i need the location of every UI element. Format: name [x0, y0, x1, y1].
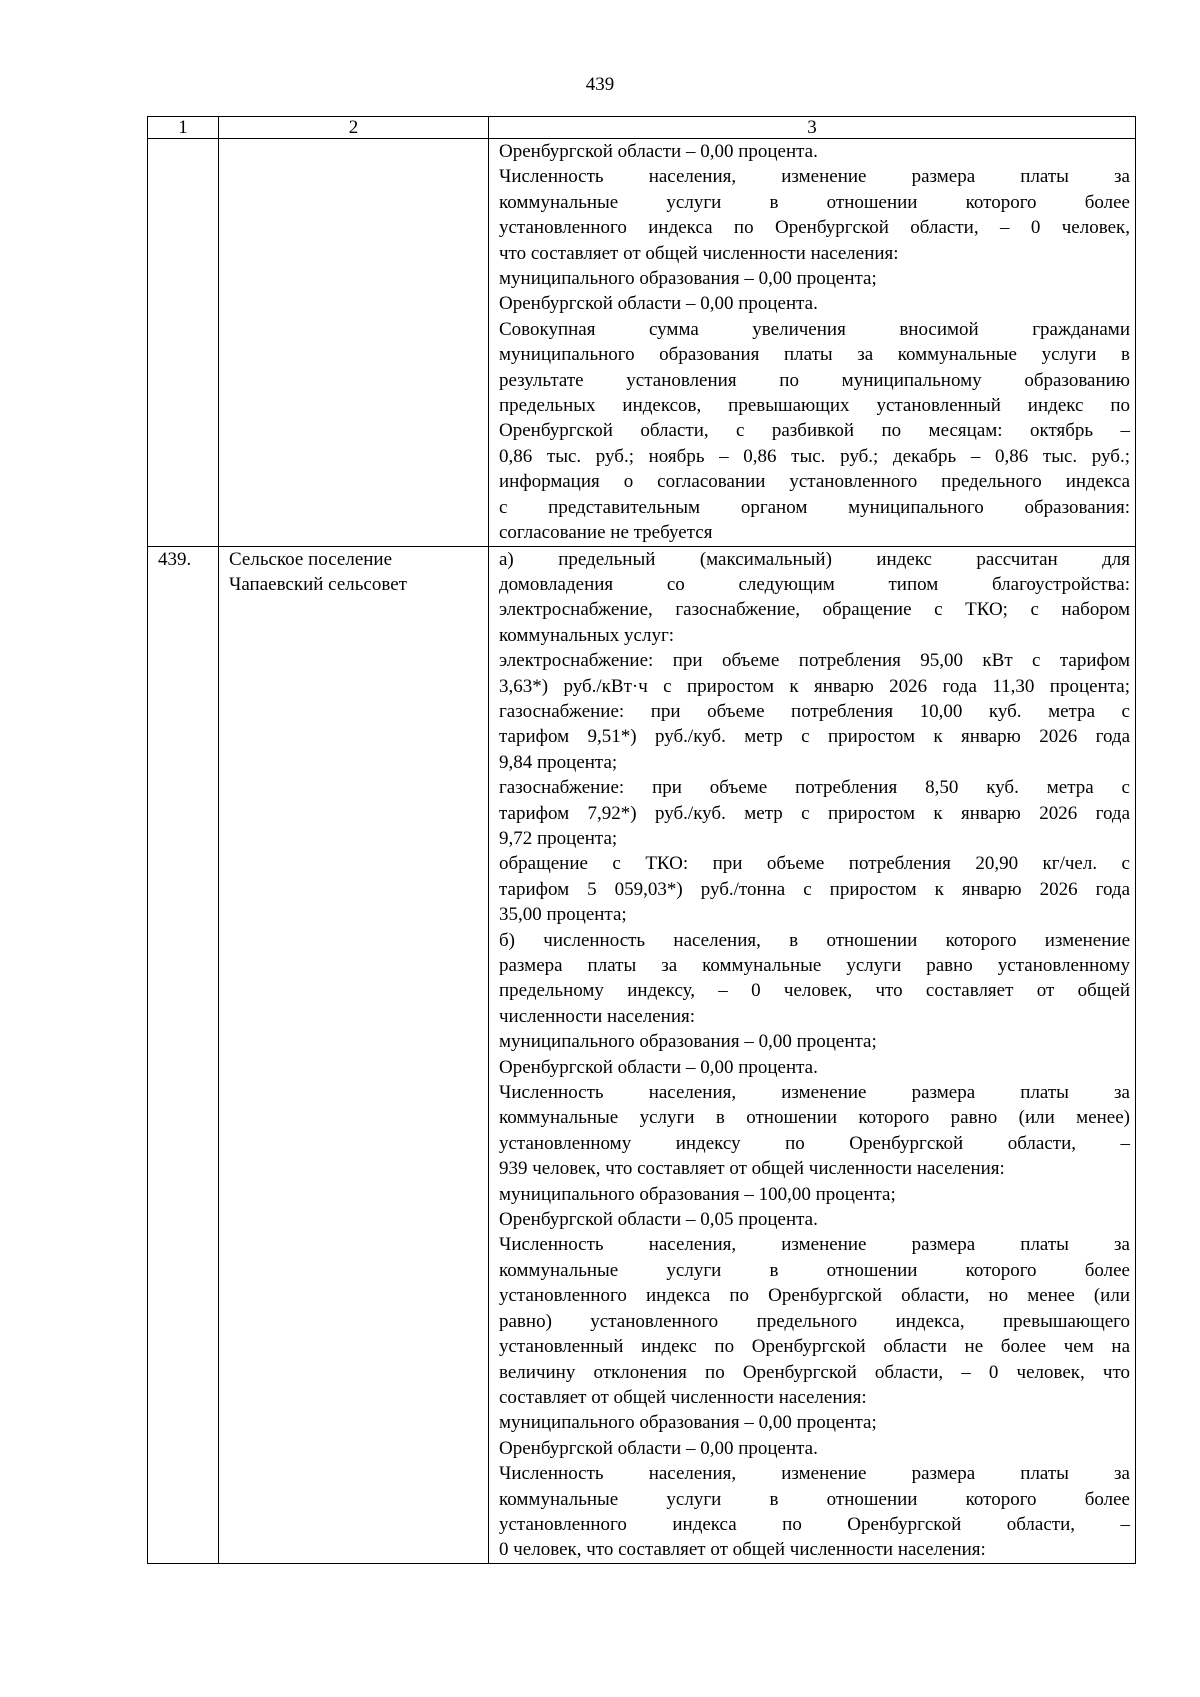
text-line: б) численность населения, в отношении которого изменение	[499, 929, 1130, 951]
text-line: согласование не требуется	[499, 522, 713, 544]
text-line: обращение с ТКО: при объеме потребления 20,90 кг/чел. с	[499, 853, 1130, 875]
row-number-cell: 439.	[148, 546, 219, 1563]
text-line: муниципального образования – 0,00 процента;	[499, 268, 877, 290]
table-header-row	[148, 117, 1136, 139]
text-line: муниципального образования платы за коммунальные услуги в	[499, 344, 1130, 366]
text-line: 0,86 тыс. руб.; ноябрь – 0,86 тыс. руб.; декабрь – 0,86 тыс. руб.;	[499, 445, 1130, 467]
text-line: предельному индексу, – 0 человек, что составляет от общей	[499, 980, 1130, 1002]
municipality-name-cell	[219, 139, 489, 547]
text-line: 9,72 процента;	[499, 827, 618, 849]
text-line: коммунальные услуги в отношении которого более	[499, 1259, 1130, 1281]
text-line: коммунальных услуг:	[499, 624, 675, 646]
text-line: предельных индексов, превышающих установленный индекс по	[499, 395, 1130, 417]
text-line: тарифом 5 059,03*) руб./тонна с приростом к январю 2026 года	[499, 878, 1130, 900]
text-line: с представительным органом муниципального образования:	[499, 496, 1130, 518]
text-line: а) предельный (максимальный) индекс рассчитан для	[499, 548, 1130, 570]
text-line: Совокупная сумма увеличения вносимой гражданами	[499, 318, 1130, 340]
text-line: коммунальные услуги в отношении которого более	[499, 1488, 1130, 1510]
municipality-name-line: Сельское поселение	[229, 548, 393, 570]
page-number: 439	[585, 74, 615, 95]
text-line: коммунальные услуги в отношении которого равно (или менее)	[499, 1107, 1130, 1129]
text-line: Численность населения, изменение размера платы за	[499, 1234, 1130, 1256]
text-line: установленный индекс по Оренбургской области не более чем на	[499, 1336, 1130, 1358]
text-line: результате установления по муниципальному образованию	[499, 369, 1130, 391]
text-line: размера платы за коммунальные услуги равно установленному	[499, 955, 1130, 976]
table-row-439	[148, 546, 1136, 1563]
text-line: газоснабжение: при объеме потребления 8,50 куб. метра с	[499, 777, 1130, 799]
text-line: Численность населения, изменение размера платы за	[499, 1082, 1130, 1104]
text-line: 939 человек, что составляет от общей численности населения:	[499, 1158, 1005, 1180]
column-header-2: 2	[219, 117, 489, 139]
text-line: 9,84 процента;	[499, 751, 618, 773]
text-line: электроснабжение: при объеме потребления 95,00 кВт с тарифом	[499, 650, 1130, 672]
column-header-1: 1	[148, 117, 219, 139]
row-number-cell	[148, 139, 219, 547]
text-line: 35,00 процента;	[499, 904, 627, 926]
text-line: электроснабжение, газоснабжение, обращение с ТКО; с набором	[499, 599, 1130, 621]
text-line: коммунальные услуги в отношении которого более	[499, 191, 1130, 213]
text-line: газоснабжение: при объеме потребления 10,00 куб. метра с	[499, 700, 1130, 722]
municipality-name-cell	[219, 546, 489, 1563]
text-line: Оренбургской области – 0,05 процента.	[499, 1209, 818, 1231]
text-line: численности населения:	[499, 1005, 696, 1027]
text-line: установленному индексу по Оренбургской области, –	[499, 1132, 1130, 1154]
text-line: Оренбургской области – 0,00 процента.	[499, 141, 818, 162]
index-table	[147, 116, 1136, 1564]
text-line: домовладения со следующим типом благоустройства:	[499, 573, 1130, 595]
index-description-cell	[489, 546, 1136, 1563]
text-line: установленного индекса по Оренбургской области, –	[499, 1513, 1130, 1535]
text-line: составляет от общей численности населения:	[499, 1386, 867, 1408]
text-line: муниципального образования – 0,00 процента;	[499, 1031, 877, 1053]
text-line: Численность населения, изменение размера платы за	[499, 1463, 1130, 1485]
index-description-cell	[489, 139, 1136, 547]
text-line: равно) установленного предельного индекса, превышающего	[499, 1310, 1130, 1332]
text-line: Оренбургской области, с разбивкой по месяцам: октябрь –	[499, 420, 1130, 442]
text-line: установленного индекса по Оренбургской области, – 0 человек,	[499, 217, 1130, 239]
text-line: 0 человек, что составляет от общей численности населения:	[499, 1539, 986, 1561]
text-line: что составляет от общей численности населения:	[499, 242, 899, 264]
text-line: величину отклонения по Оренбургской области, – 0 человек, что	[499, 1361, 1130, 1383]
text-line: тарифом 9,51*) руб./куб. метр с приростом к январю 2026 года	[499, 726, 1130, 748]
table-row-continuation	[148, 139, 1136, 547]
text-line: муниципального образования – 0,00 процента;	[499, 1412, 877, 1434]
text-line: Численность населения, изменение размера платы за	[499, 166, 1130, 188]
text-line: 3,63*) руб./кВт·ч с приростом к январю 2026 года 11,30 процента;	[499, 675, 1130, 697]
text-line: тарифом 7,92*) руб./куб. метр с приростом к январю 2026 года	[499, 802, 1130, 824]
text-line: Оренбургской области – 0,00 процента.	[499, 1056, 818, 1078]
column-header-3: 3	[489, 117, 1136, 139]
text-line: информация о согласовании установленного предельного индекса	[499, 471, 1130, 493]
text-line: муниципального образования – 100,00 процента;	[499, 1183, 896, 1205]
municipality-name-line: Чапаевский сельсовет	[229, 573, 407, 595]
text-line: Оренбургской области – 0,00 процента.	[499, 293, 818, 315]
text-line: установленного индекса по Оренбургской области, но менее (или	[499, 1285, 1130, 1307]
text-line: Оренбургской области – 0,00 процента.	[499, 1437, 818, 1459]
